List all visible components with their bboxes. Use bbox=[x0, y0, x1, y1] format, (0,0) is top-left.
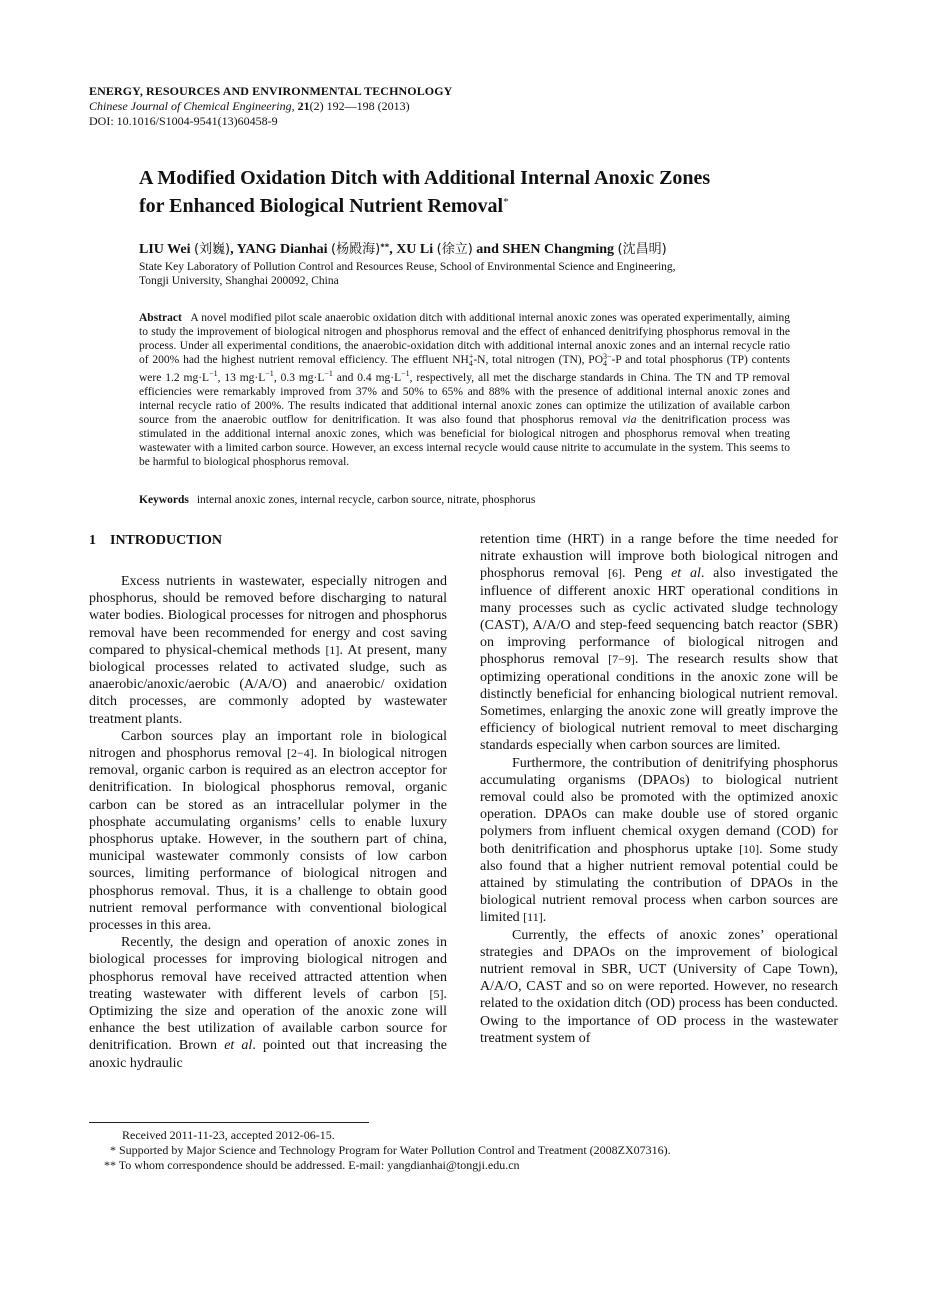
author-1-name: LIU Wei bbox=[139, 242, 191, 257]
affiliation-line-1: State Key Laboratory of Pollution Control and Resources Reuse, School of Environmental Science and Engineering, bbox=[139, 261, 676, 273]
footnote-support: * Supported by Major Science and Technology Program for Water Pollution Control and Treatment (2008ZX07316). bbox=[110, 1143, 671, 1157]
abstract: Abstract A novel modified pilot scale anaerobic oxidation ditch with additional internal anoxic zones was operated experimentally, aiming to study the improvement of biological nitrogen and phosphorus removal and the effect of enhanced denitrifying phosphorus removal in the process. Under all experimental conditions, the anaerobic-oxidation ditch with additional internal anoxic zones and an internal recycle ratio of 200% had the highest nutrient removal efficiency. The effluent NH + 4 -N, total nitrogen (TN), PO 3− 4 -P and total phosphorus (TP) contents were 1.2 $mg\cdot L^{-1}$, 13 $mg\cdot L^{-1}$, 0.3 $mg\cdot L^{-1}$ and 0.4 $mg\cdot L^{-1}$, respectively, all met the discharge standards in China. The TN and TP removal efficiencies were remarkably improved from 37% and 50% to 65% and 88% with the presence of additional internal anoxic zones and internal recycle ratio of 200%. The results indicated that additional internal anoxic zones can optimize the utilization of available carbon source from the anaerobic outflow for denitrification. It was also found that phosphorus removal via the denitrification process was stimulated in the additional internal anoxic zones, which was beneficial for biological nitrogen and phosphorus removal when treating wastewater with a limited carbon source. However, an excess internal recycle would cause nitrite to accumulate in the system. This seems to be harmful to biological phosphorus removal. bbox=[139, 312, 790, 468]
footnote-received: Received 2011-11-23, accepted 2012-06-15. bbox=[122, 1128, 335, 1142]
journal-volume: 21 bbox=[297, 99, 310, 113]
author-2-name: YANG Dianhai bbox=[236, 242, 328, 257]
journal-header bbox=[89, 84, 849, 129]
nh4-scripts: + 4 bbox=[468, 352, 474, 368]
keywords bbox=[139, 493, 790, 507]
author-2-mark: ** bbox=[380, 242, 390, 252]
author-4-name: SHEN Changming bbox=[502, 242, 615, 257]
paragraph: Carbon sources play an important role in biological nitrogen and phosphorus removal [2−4]. In biological nitrogen removal, organic carbon is required as an electron acceptor for denitrification. In biological phosphorus removal, organic carbon can be stored as an intracellular polymer in the phosphate accumulating organisms’ cells to enable luxury phosphorus uptake. However, in the southern part of china, municipal wastewater commonly consists of low carbon sources, limiting performance of biological nitrogen and phosphorus removal. Thus, it is a challenge to obtain good nutrient removal performance with conventional biological processes in this area. bbox=[89, 728, 448, 934]
author-and: and bbox=[476, 242, 499, 257]
citation[interactable]: [11] bbox=[523, 910, 543, 925]
author-3-cn: (徐立) bbox=[436, 242, 473, 257]
title-line-2: for Enhanced Biological Nutrient Removal* bbox=[139, 195, 509, 217]
citation[interactable]: [6] bbox=[608, 566, 622, 581]
keywords-label: Keywords bbox=[139, 494, 189, 506]
paragraph: Recently, the design and operation of anoxic zones in biological processes for improving biological nitrogen and phosphorus removal have received attracted attention when treating wastewater with different levels of carbon [5]. Optimizing the size and operation of the anoxic zone will enhance the best utilization of available carbon source for denitrification. Brown et al. pointed out that increasing the anoxic hydraulic bbox=[89, 935, 448, 1071]
journal-citation: Chinese Journal of Chemical Engineering, 21(2) 192—198 (2013) bbox=[89, 99, 410, 113]
citation[interactable]: [1] bbox=[325, 642, 340, 657]
footnote-divider bbox=[89, 1122, 369, 1123]
author-list: LIU Wei (刘巍), YANG Dianhai (杨殿海)**, XU Li (徐立) and SHEN Changming (沈昌明) bbox=[139, 242, 667, 257]
affiliation bbox=[139, 260, 799, 288]
body-column-left bbox=[89, 573, 447, 1072]
paragraph: retention time (HRT) in a range before the time needed for nitrate exhaustion will improve both biological nitrogen and phosphorus removal [6]. Peng et al. also investigated the influence of different anoxic HRT operational conditions in many processes such as cyclic activated sludge technology (CAST), A/A/O and step-feed sequencing batch reactor (SBR) on improving performance of biological nitrogen and phosphorus removal [7−9]. The research results show that optimizing operational conditions in the anoxic zone will be distinctly beneficial for enhancing biological nutrient removal. Sometimes, enlarging the anoxic zone will greatly improve the efficiency of biological nutrient removal to meet discharging standards especially when carbon sources are limited. bbox=[480, 532, 838, 754]
citation[interactable]: [10] bbox=[739, 841, 760, 856]
author-4-cn: (沈昌明) bbox=[617, 242, 667, 257]
title-line-1: A Modified Oxidation Ditch with Additional Internal Anoxic Zones bbox=[139, 167, 711, 189]
citation[interactable]: [7−9] bbox=[608, 652, 635, 667]
journal-name: Chinese Journal of Chemical Engineering bbox=[89, 99, 292, 113]
citation[interactable]: [2−4] bbox=[286, 746, 314, 761]
journal-issue-pages: (2) 192—198 (2013) bbox=[309, 99, 410, 113]
paragraph: Furthermore, the contribution of denitrifying phosphorus accumulating organisms (DPAOs) to biological nutrient removal could also be promoted with the optimized anoxic operation. DPAOs can make double use of stored organic polymers from influent chemical oxygen demand (COD) for both denitrification and phosphorus uptake [10]. Some study also found that a higher nutrient removal potential could be attained by stimulating the contribution of DPAOs in the biological nutrient removal process when carbon sources are limited [11]. bbox=[480, 755, 838, 926]
section-title: INTRODUCTION bbox=[110, 533, 223, 548]
affiliation-line-2: Tongji University, Shanghai 200092, China bbox=[139, 275, 339, 287]
section-number: 1 bbox=[89, 533, 96, 548]
section-label: ENERGY, RESOURCES AND ENVIRONMENTAL TECHNOLOGY bbox=[89, 84, 453, 98]
footnote-correspondence: ** To whom correspondence should be addressed. E-mail: yangdianhai@tongji.edu.cn bbox=[104, 1158, 520, 1172]
author-1-cn: (刘巍) bbox=[193, 242, 231, 257]
paper-title bbox=[139, 164, 819, 220]
paragraph: Currently, the effects of anoxic zones’ operational strategies and DPAOs on the improvement of biological nutrient removal in SBR, UCT (University of Cape Town), A/A/O, CAST and so on were reported. However, no research related to the oxidation ditch (OD) process has been conducted. Owing to the importance of OD process in the wastewater treatment system of bbox=[480, 927, 838, 1046]
po4-scripts: 3− 4 bbox=[603, 352, 612, 368]
author-3-name: XU Li bbox=[396, 242, 434, 257]
keywords-text: internal anoxic zones, internal recycle, carbon source, nitrate, phosphorus bbox=[196, 494, 536, 506]
footnotes bbox=[104, 1128, 824, 1173]
body-column-right bbox=[480, 531, 838, 1047]
title-footnote-mark: * bbox=[503, 196, 509, 208]
doi[interactable]: DOI: 10.1016/S1004-9541(13)60458-9 bbox=[89, 114, 278, 128]
paragraph: Excess nutrients in wastewater, especially nitrogen and phosphorus, should be removed before discharging to natural water bodies. Biological processes for nitrogen and phosphorus removal have been recommended for energy and cost saving compared to physical-chemical methods [1]. At present, many biological processes related to activated sludge, such as anaerobic/anoxic/aerobic (A/A/O) and anaerobic/ oxidation ditch processes, are commonly adopted by wastewater treatment plants. bbox=[89, 574, 447, 727]
citation[interactable]: [5] bbox=[429, 986, 444, 1001]
section-heading-introduction bbox=[89, 532, 222, 550]
abstract-label: Abstract bbox=[139, 312, 182, 324]
author-2-cn: (杨殿海) bbox=[331, 242, 381, 257]
